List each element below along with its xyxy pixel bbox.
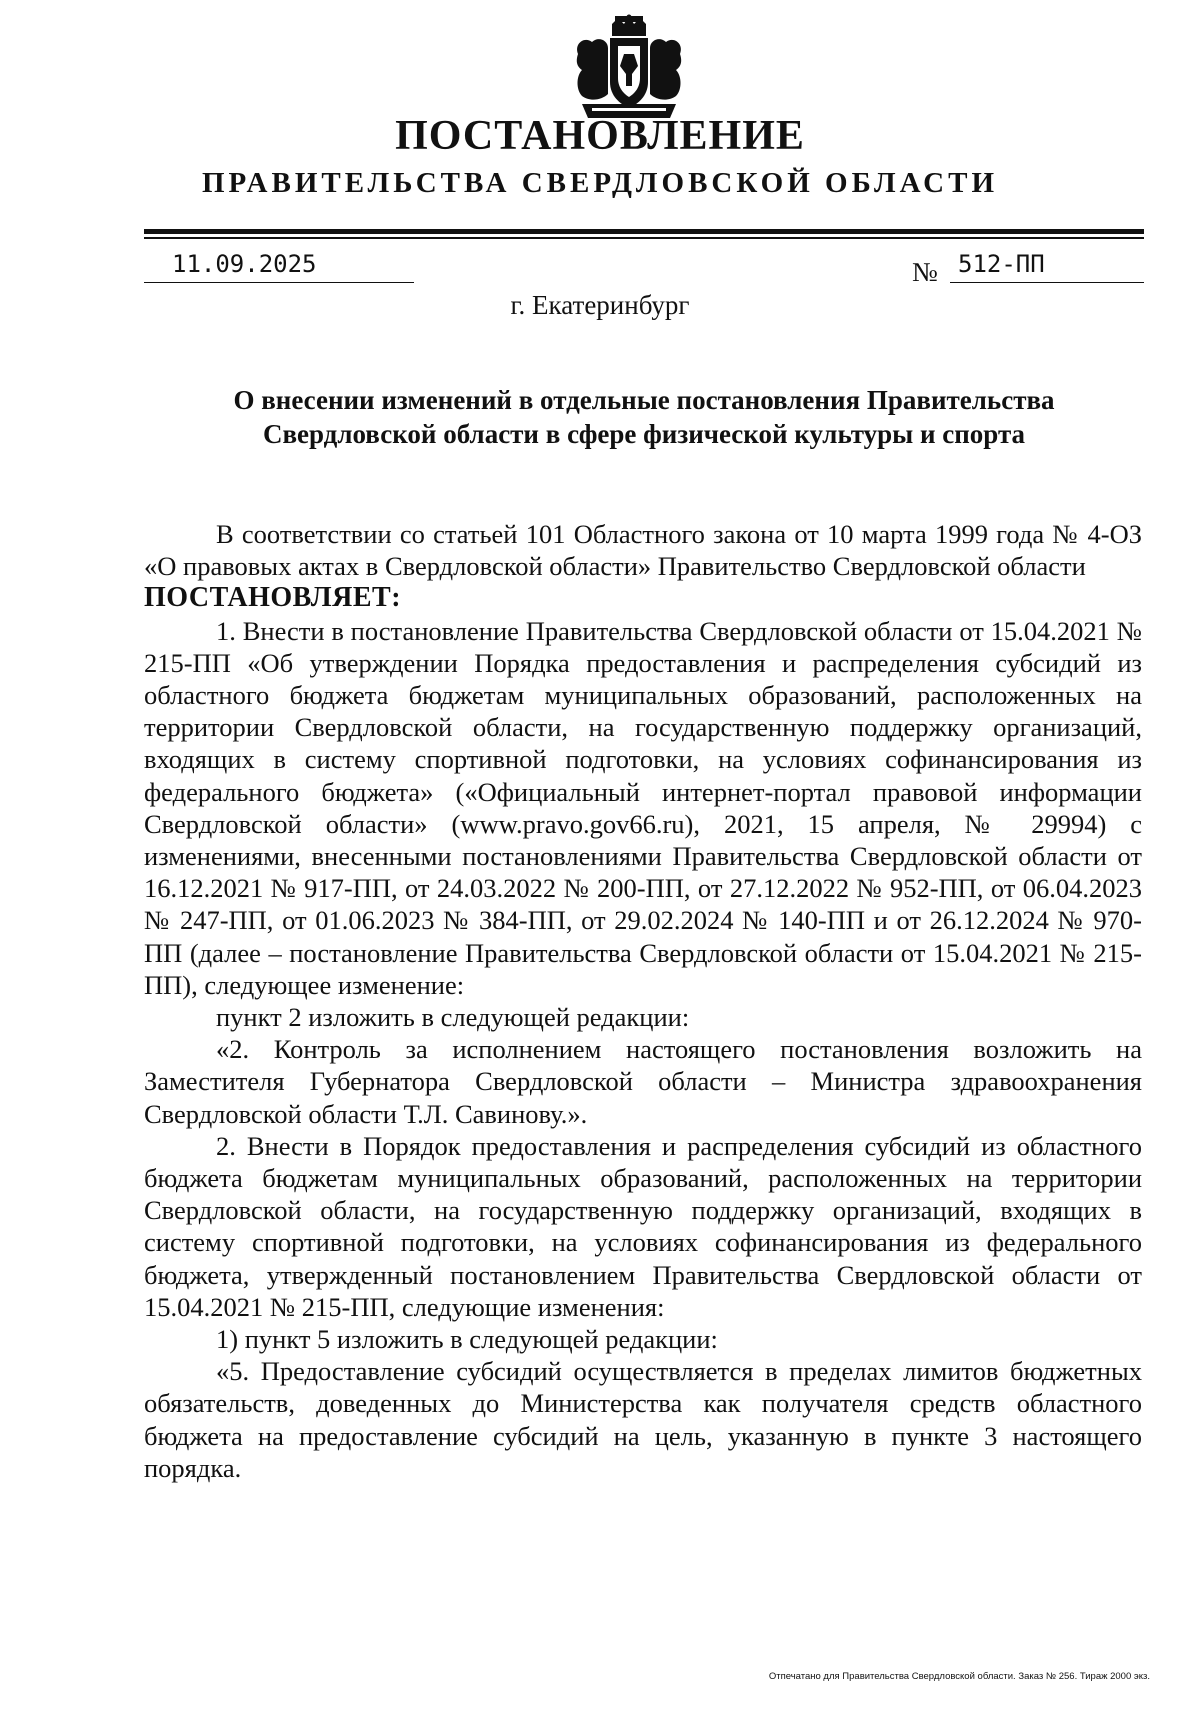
preamble-paragraph: В соответствии со статьей 101 Областного закона от 10 марта 1999 года № 4-ОЗ «О правовых актах в Свердловской области» Правительство Свердловской области bbox=[144, 519, 1142, 582]
document-title bbox=[144, 383, 1144, 451]
date-underline bbox=[144, 282, 414, 283]
clause-2-quote-paragraph: «5. Предоставление субсидий осуществляется в пределах лимитов бюджетных обязательств, доведенных до Министерства как получателя средств областного бюджета на предоставление субсидий на цель, указанную в пункте 3 настоящего порядка. bbox=[144, 1356, 1142, 1483]
number-sign: № bbox=[912, 257, 938, 287]
document-title-line-1: О внесении изменений в отдельные постановления Правительства bbox=[233, 385, 1055, 415]
clause-2-sub-paragraph: 1) пункт 5 изложить в следующей редакции: bbox=[216, 1324, 718, 1355]
issue-city: г. Екатеринбург bbox=[510, 290, 690, 320]
document-body bbox=[144, 518, 1142, 1484]
enacting-clause: ПОСТАНОВЛЯЕТ: bbox=[144, 582, 402, 614]
document-title-line-2: Свердловской области в сфере физической культуры и спорта bbox=[262, 419, 1026, 449]
document-number: 512-ПП bbox=[958, 250, 1045, 278]
number-underline bbox=[950, 282, 1144, 283]
clause-1-sub-paragraph: пункт 2 изложить в следующей редакции: bbox=[216, 1002, 690, 1033]
document-type: ПОСТАНОВЛЕНИЕ bbox=[395, 113, 805, 159]
coat-of-arms-icon bbox=[568, 14, 690, 124]
print-imprint: Отпечатано для Правительства Свердловской области. Заказ № 256. Тираж 2000 экз. bbox=[768, 1671, 1150, 1682]
issuing-authority: ПРАВИТЕЛЬСТВА СВЕРДЛОВСКОЙ ОБЛАСТИ bbox=[201, 167, 999, 199]
clause-1-paragraph: 1. Внести в постановление Правительства Свердловской области от 15.04.2021 № 215-ПП «Об утверждении Порядка предоставления и распределения субсидий из областного бюджета бюджетам муниципальных образований, расположенных на территории Свердловской области, на государственную поддержку организаций, входящих в систему спортивной подготовки, на условиях софинансирования из федерального бюджета» («Официальный интернет-портал правовой информации Свердловской области» (www.pravo.gov66.ru), 2021, 15 апреля, № 29994) с изменениями, внесенными постановлениями Правительства Свердловской области от 16.12.2021 № 917-ПП, от 24.03.2022 № 200-ПП, от 27.12.2022 № 952-ПП, от 06.04.2023 № 247-ПП, от 01.06.2023 № 384-ПП, от 29.02.2024 № 140-ПП и от 26.12.2024 № 970-ПП (далее – постановление Правительства Свердловской области от 15.04.2021 № 215-ПП), следующее изменение: bbox=[144, 615, 1142, 1000]
header-divider-thick bbox=[144, 229, 1144, 234]
header-divider-thin bbox=[144, 237, 1144, 239]
clause-1-quote-paragraph: «2. Контроль за исполнением настоящего постановления возложить на Заместителя Губернатора Свердловской области – Министра здравоохранения Свердловской области Т.Л. Савинову.». bbox=[144, 1034, 1142, 1129]
document-date: 11.09.2025 bbox=[172, 250, 317, 278]
clause-2-paragraph: 2. Внести в Порядок предоставления и распределения субсидий из областного бюджета бюджетам муниципальных образований, расположенных на территории Свердловской области, на государственную поддержку организаций, входящих в систему спортивной подготовки, на условиях софинансирования из федерального бюджета, утвержденный постановлением Правительства Свердловской области от 15.04.2021 № 215-ПП, следующие изменения: bbox=[144, 1130, 1142, 1322]
